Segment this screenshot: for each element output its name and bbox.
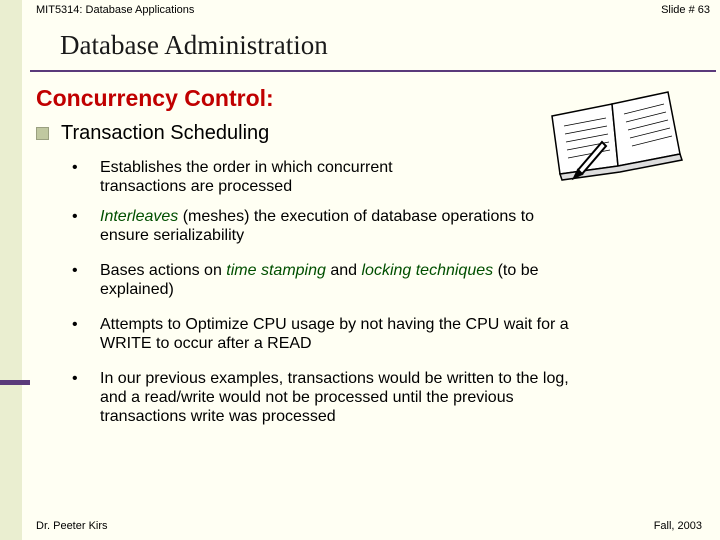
title-divider <box>30 70 716 72</box>
bullet-text: (meshes) the execution of database operations to <box>178 208 535 225</box>
bullet-text: Attempts to Optimize CPU usage by not having the CPU wait for a <box>100 316 569 333</box>
subheading-text: Transaction Scheduling <box>61 122 270 144</box>
bullet-dot: • <box>72 262 78 279</box>
slide-number: Slide # 63 <box>661 4 710 16</box>
bullet-text: ensure serializability <box>100 227 245 244</box>
section-title: Concurrency Control: <box>36 85 274 111</box>
list-item <box>70 261 700 299</box>
bullet-text: In our previous examples, transactions would be written to the log, <box>100 370 569 387</box>
bullet-dot: • <box>72 316 78 333</box>
bullet-text: (to be <box>493 262 539 279</box>
course-header: MIT5314: Database Applications <box>36 4 195 16</box>
subheading <box>36 122 269 145</box>
bullet-text: Establishes the order in which concurrent <box>100 159 393 176</box>
bullet-dot: • <box>72 370 78 387</box>
footer-author: Dr. Peeter Kirs <box>36 520 108 532</box>
bullet-text: explained) <box>100 281 174 298</box>
bullet-text: Bases actions on <box>100 262 227 279</box>
bullet-text: transactions are processed <box>100 178 293 195</box>
bullet-emphasis: time stamping <box>226 262 326 279</box>
left-accent-bar <box>0 380 30 385</box>
bullet-dot: • <box>72 159 78 176</box>
bullet-text: transactions write was processed <box>100 408 336 425</box>
footer-term: Fall, 2003 <box>653 520 702 532</box>
bullet-emphasis: locking techniques <box>361 262 494 279</box>
slide-title: Database Administration <box>60 30 328 60</box>
list-item <box>70 315 700 353</box>
bullet-text: and a read/write would not be processed until the previous <box>100 389 514 406</box>
bullet-text: and <box>325 262 362 279</box>
left-decor-bar <box>0 0 22 540</box>
list-item <box>70 369 700 426</box>
bullet-dot: • <box>72 208 78 225</box>
list-item <box>70 207 700 245</box>
bullet-text: WRITE to occur after a READ <box>100 335 312 352</box>
square-bullet-icon <box>36 127 49 140</box>
bullet-emphasis: Interleaves <box>100 208 179 225</box>
list-item <box>70 158 700 196</box>
